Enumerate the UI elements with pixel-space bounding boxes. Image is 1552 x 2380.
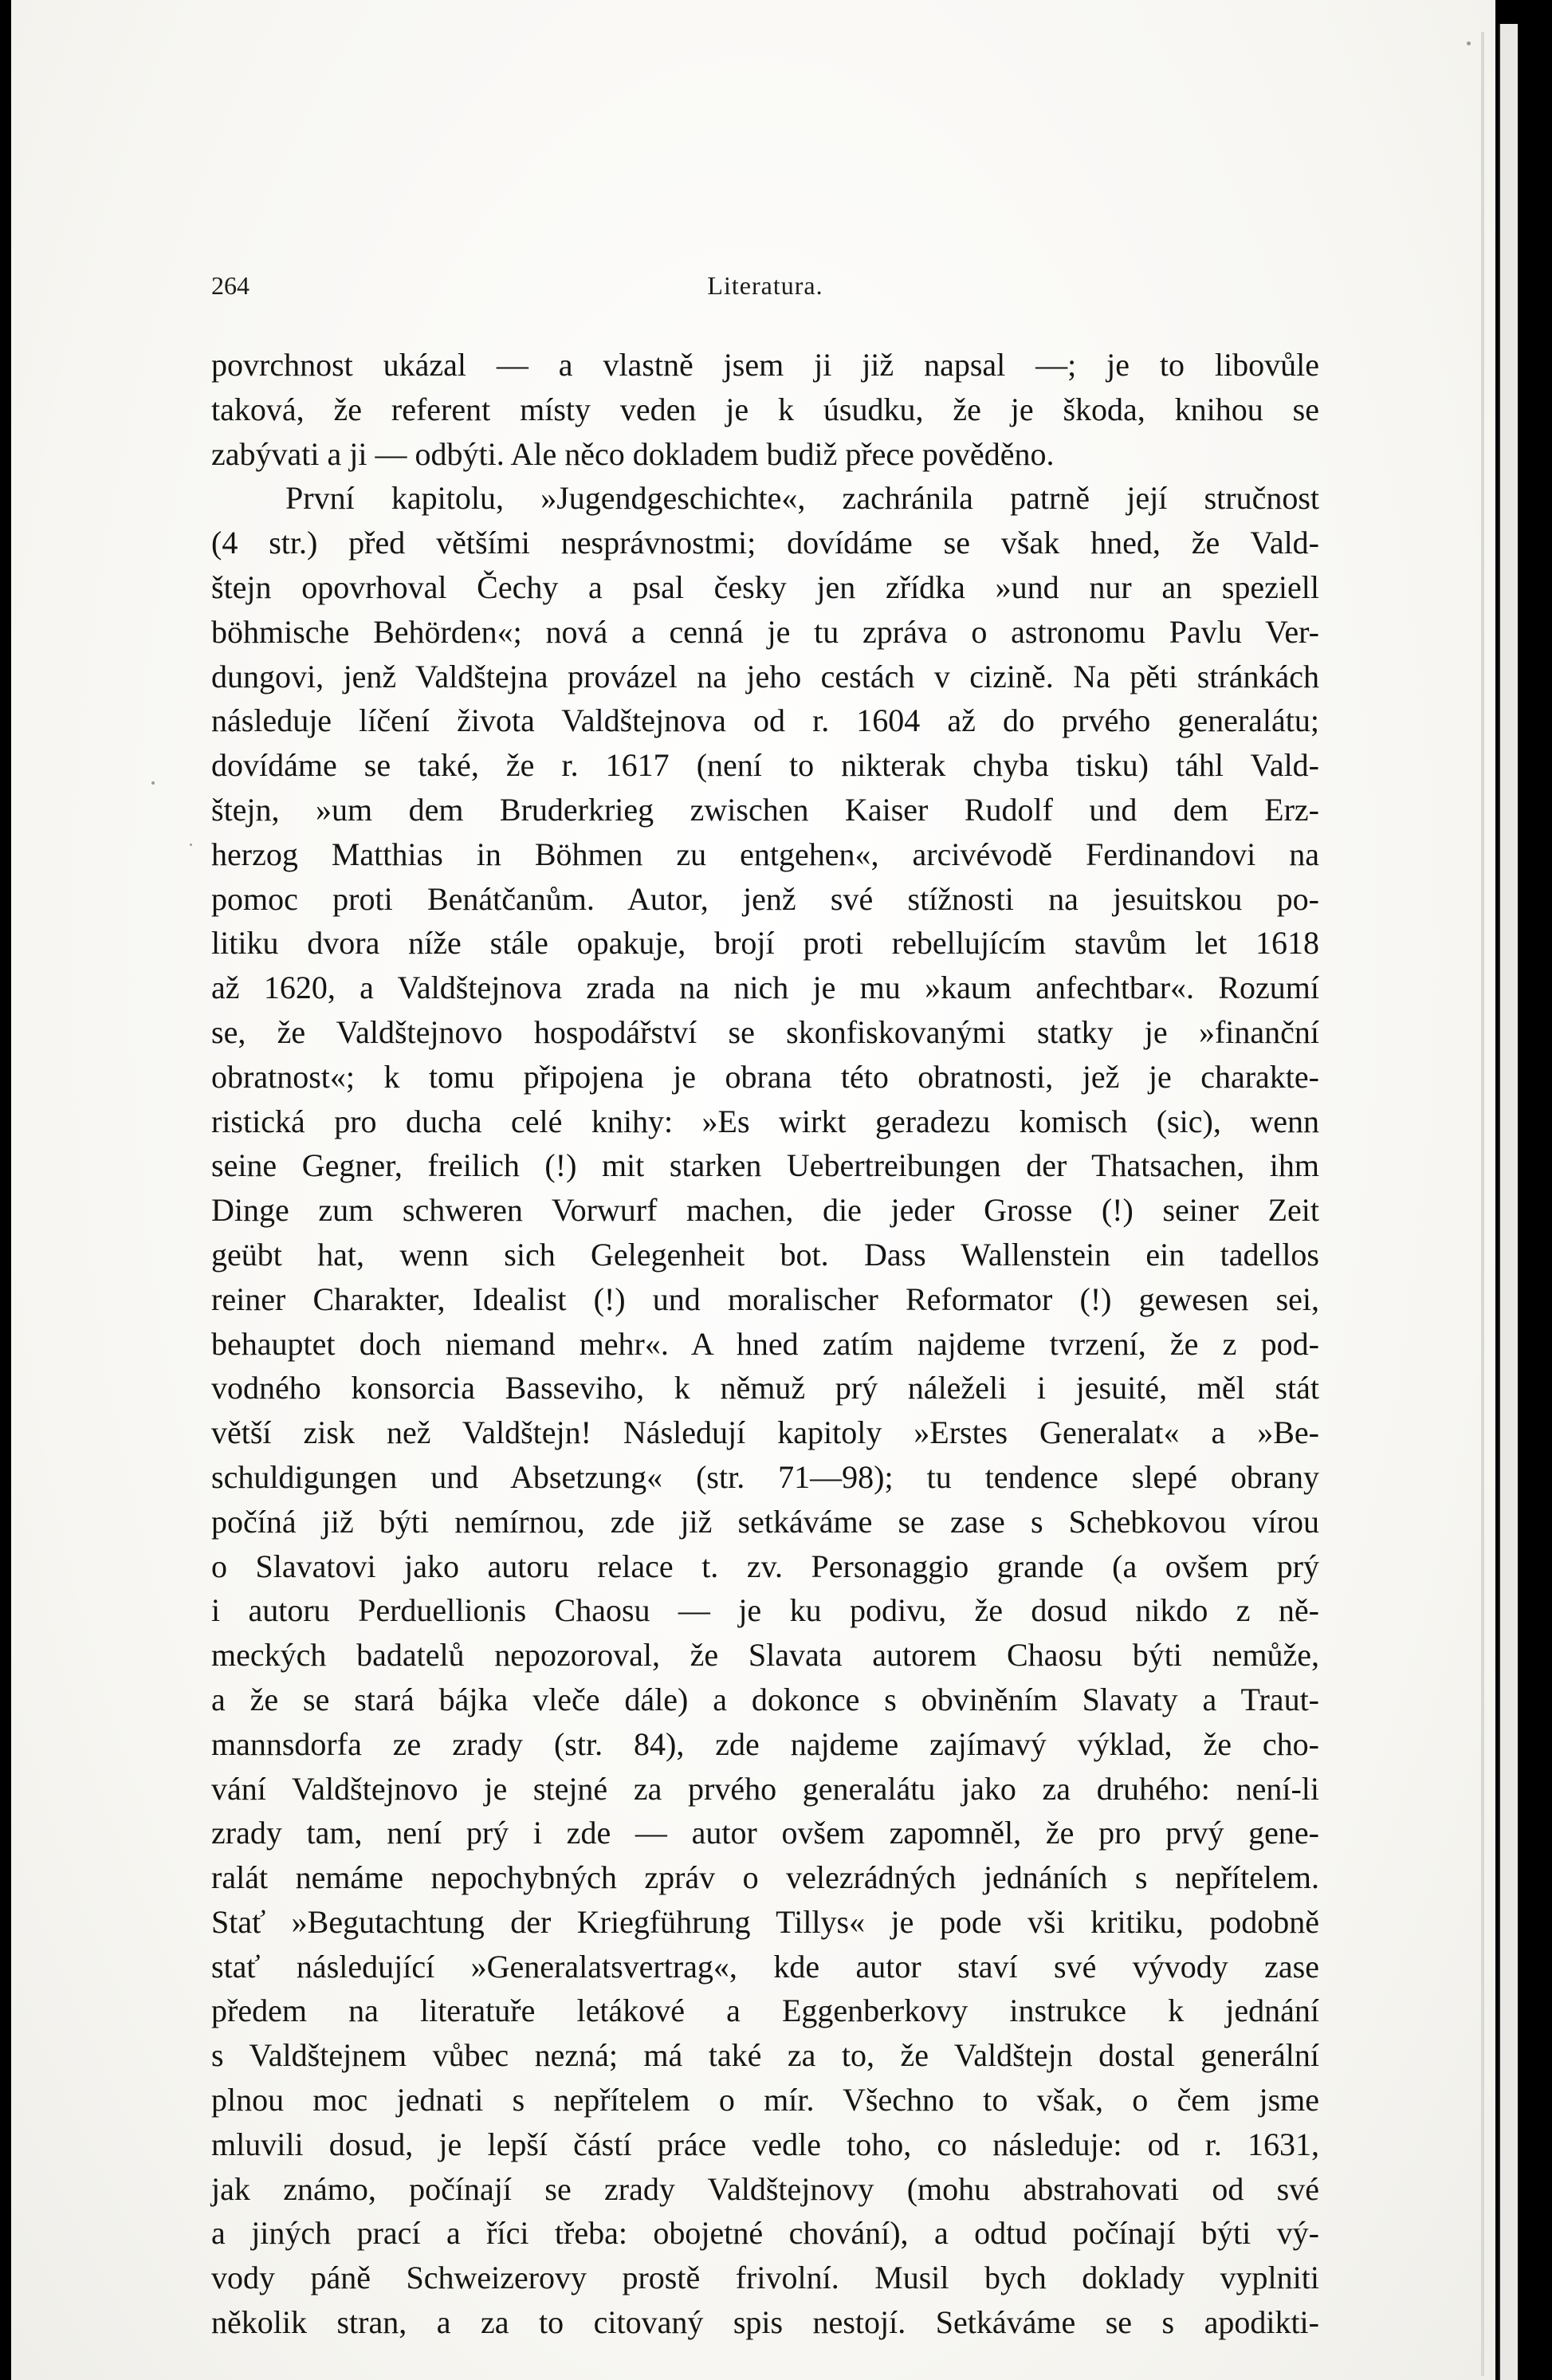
text-line: Dinge zum schweren Vorwurf machen, die jeder Grosse (!) seiner Zeit xyxy=(211,1192,1319,1229)
text-line: několik stran, a za to citovaný spis nestojí. Setkáváme se s apodikti- xyxy=(211,2304,1319,2341)
paper-speck xyxy=(151,781,155,785)
text-line: dovídáme se také, že r. 1617 (není to nikterak chyba tisku) táhl Vald- xyxy=(211,747,1319,784)
text-line: stať následující »Generalatsvertrag«, kde autor staví své vývody zase xyxy=(211,1948,1319,1985)
page-edge xyxy=(1499,24,1518,2380)
text-line: seine Gegner, freilich (!) mit starken Uebertreibungen der Thatsachen, ihm xyxy=(211,1147,1319,1184)
page-number: 264 xyxy=(211,271,249,300)
text-line: povrchnost ukázal — a vlastně jsem ji již napsal —; je to libovůle xyxy=(211,347,1319,383)
text-line: jak známo, počínají se zrady Valdštejnovy (mohu abstrahovati od své xyxy=(211,2170,1319,2207)
text-line: štejn opovrhoval Čechy a psal česky jen zřídka »und nur an speziell xyxy=(211,568,1319,605)
text-line: (4 str.) před většími nesprávnostmi; dovídáme se však hned, že Vald- xyxy=(211,525,1319,561)
text-line: a že se stará bájka vleče dále) a dokonce s obviněním Slavaty a Traut- xyxy=(211,1681,1319,1717)
text-line: taková, že referent místy veden je k úsudku, že je škoda, knihou se xyxy=(211,391,1319,427)
text-line: se, že Valdštejnovo hospodářství se skonfiskovanými statky je »finanční xyxy=(211,1013,1319,1050)
text-line: o Slavatovi jako autoru relace t. zv. Personaggio grande (a ovšem prý xyxy=(211,1548,1319,1584)
text-line: ristická pro ducha celé knihy: »Es wirkt geradezu komisch (sic), wenn xyxy=(211,1103,1319,1139)
text-line: vání Valdštejnovo je stejné za prvého generalátu jako za druhého: není-li xyxy=(211,1770,1319,1807)
text-line: Stať »Begutachtung der Kriegführung Tillys« je pode vši kritiku, podobně xyxy=(211,1903,1319,1940)
text-line: následuje líčení života Valdštejnova od r. 1604 až do prvého generalátu; xyxy=(211,702,1319,739)
text-line: a jiných prací a říci třeba: obojetné chování), a odtud počínají býti vý- xyxy=(211,2215,1319,2252)
text-line: böhmische Behörden«; nová a cenná je tu zpráva o astronomu Pavlu Ver- xyxy=(211,613,1319,650)
text-line: vody páně Schweizerovy prostě frivolní. Musil bych doklady vyplniti xyxy=(211,2260,1319,2296)
text-line: předem na literatuře letákové a Eggenberkovy instrukce k jednání xyxy=(211,1993,1319,2029)
paper-speck xyxy=(1467,41,1471,45)
text-line: behauptet doch niemand mehr«. A hned zatím najdeme tvrzení, že z pod- xyxy=(211,1325,1319,1362)
text-line: zabývati a ji — odbýti. Ale něco dokladem budiž přece pověděno. xyxy=(211,435,1055,472)
text-line: dungovi, jenž Valdštejna provázel na jeho cestách v cizině. Na pěti stránkách xyxy=(211,658,1319,694)
text-line: vodného konsorcia Basseviho, k němuž prý náleželi i jesuité, měl stát xyxy=(211,1370,1319,1406)
text-line: zrady tam, není prý i zde — autor ovšem zapomněl, že pro prvý gene- xyxy=(211,1815,1319,1851)
text-line: štejn, »um dem Bruderkrieg zwischen Kaiser Rudolf und dem Erz- xyxy=(211,791,1319,828)
page-header xyxy=(211,271,1319,319)
text-line: větší zisk než Valdštejn! Následují kapitoly »Erstes Generalat« a »Be- xyxy=(211,1414,1319,1451)
text-line: mluvili dosud, je lepší částí práce vedle toho, co následuje: od r. 1631, xyxy=(211,2126,1319,2162)
text-line: reiner Charakter, Idealist (!) und moralischer Reformator (!) gewesen sei, xyxy=(211,1280,1319,1317)
text-line: i autoru Perduellionis Chaosu — je ku podivu, že dosud nikdo z ně- xyxy=(211,1592,1319,1629)
running-title: Literatura. xyxy=(707,271,823,300)
text-line: pomoc proti Benátčanům. Autor, jenž své stížnosti na jesuitskou po- xyxy=(211,880,1319,917)
text-line: plnou moc jednati s nepřítelem o mír. Všechno to však, o čem jsme xyxy=(211,2082,1319,2118)
text-line: až 1620, a Valdštejnova zrada na nich je mu »kaum anfechtbar«. Rozumí xyxy=(211,970,1319,1006)
text-line: schuldigungen und Absetzung« (str. 71—98); tu tendence slepé obrany xyxy=(211,1458,1319,1495)
text-line: obratnost«; k tomu připojena je obrana této obratnosti, jež je charakte- xyxy=(211,1058,1319,1095)
text-line: herzog Matthias in Böhmen zu entgehen«, arcivévodě Ferdinandovi na xyxy=(211,836,1319,872)
text-line: mannsdorfa ze zrady (str. 84), zde najdeme zajímavý výklad, že cho- xyxy=(211,1725,1319,1762)
text-line: První kapitolu, »Jugendgeschichte«, zachránila patrně její stručnost xyxy=(285,480,1319,517)
text-line: geübt hat, wenn sich Gelegenheit bot. Dass Wallenstein ein tadellos xyxy=(211,1236,1319,1273)
text-line: ralát nemáme nepochybných zpráv o velezrádných jednáních s nepřítelem. xyxy=(211,1859,1319,1896)
text-line: počíná již býti nemírnou, zde již setkáváme se zase s Schebkovou vírou xyxy=(211,1503,1319,1540)
paper-speck xyxy=(190,844,192,846)
text-line: litiku dvora níže stále opakuje, brojí proti rebellujícím stavům let 1618 xyxy=(211,925,1319,962)
text-line: s Valdštejnem vůbec nezná; má také za to, že Valdštejn dostal generální xyxy=(211,2037,1319,2074)
body-text xyxy=(211,343,1319,2345)
page-fold-line xyxy=(1481,32,1484,2376)
text-line: meckých badatelů nepozoroval, že Slavata autorem Chaosu býti nemůže, xyxy=(211,1637,1319,1674)
